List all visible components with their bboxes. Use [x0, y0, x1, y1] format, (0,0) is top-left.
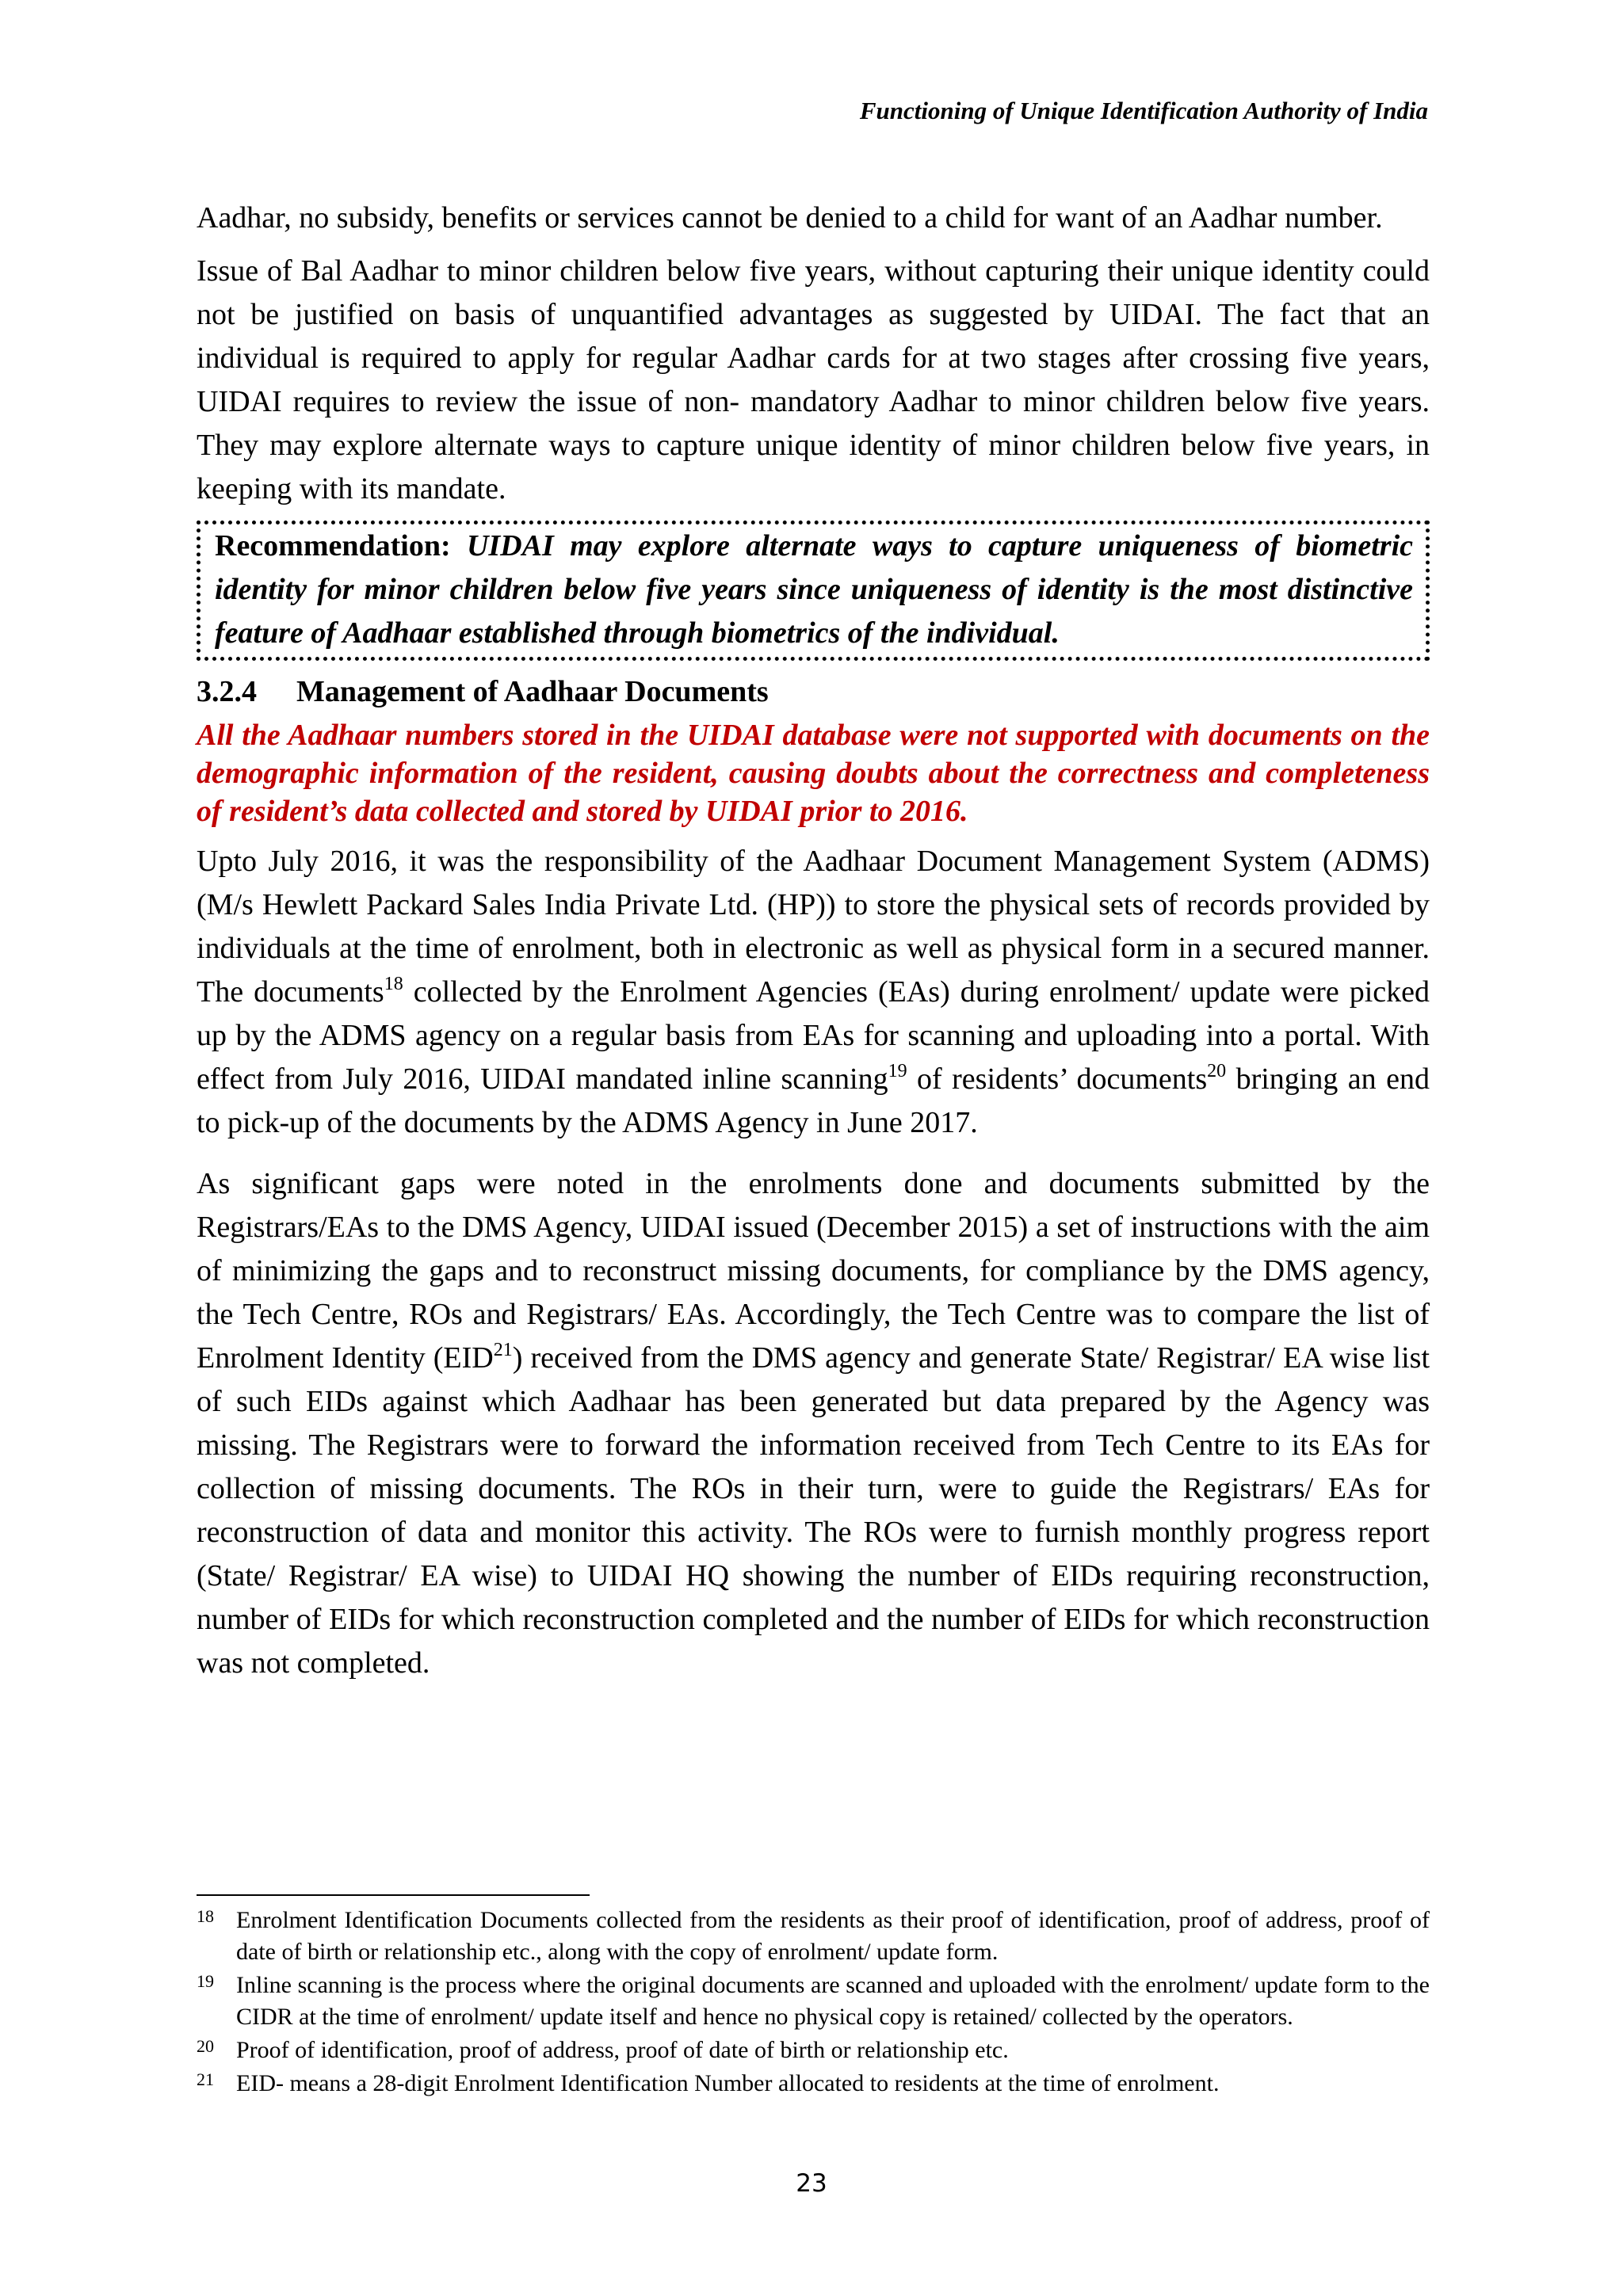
section-title: Management of Aadhaar Documents	[296, 675, 769, 708]
footnote-text: Proof of identification, proof of address, proof of date of birth or relationship etc.	[236, 2037, 1009, 2063]
paragraph-3-text-b: collected by the Enrolment Agencies (EAs) during enrolment/ update were picked up by the ADMS agency on a regular basis from EAs for scanning and uploading into a portal. With effect from July 2016, UIDAI mandated inline scanning	[197, 975, 1430, 1096]
recommendation-label: Recommendation:	[215, 529, 451, 563]
recommendation-text: UIDAI may explore alternate ways to capture uniqueness of biometric identity for minor children below five years since uniqueness of identity is the most distinctive feature of Aadhaar established through biometrics of the individual.	[215, 529, 1414, 650]
footnote-ref-19: 19	[888, 1061, 907, 1081]
paragraph-3-text-c: of residents’ documents	[907, 1062, 1208, 1096]
footnote-number: 20	[197, 2036, 214, 2056]
section-number: 3.2.4	[197, 675, 257, 708]
footnote-number: 18	[197, 1906, 214, 1926]
footnote-text: Inline scanning is the process where the original documents are scanned and uploaded with the enrolment/ update form to the CIDR at the time of enrolment/ update itself and hence no physical copy is retained/ collected by the operators.	[236, 1972, 1430, 2030]
paragraph-4-text-b: ) received from the DMS agency and generate State/ Registrar/ EA wise list of such EIDs against which Aadhaar has been generated but data prepared by the Agency was missing. The Registrars were to forward the information received from Tech Centre to its EAs for collection of missing documents. The ROs in their turn, were to guide the Registrars/ EAs for reconstruction of data and monitor this activity. The ROs were to furnish monthly progress report (State/ Registrar/ EA wise) to UIDAI HQ showing the number of EIDs requiring reconstruction, number of EIDs for which reconstruction completed and the number of EIDs for which reconstruction was not completed.	[197, 1341, 1430, 1680]
footnotes	[197, 1905, 1430, 2101]
recommendation-box	[197, 521, 1430, 661]
paragraph-3-text-d: bringing an end to pick-up of the documents by the ADMS Agency in June 2017.	[197, 1062, 1430, 1139]
page-number: 23	[796, 2169, 827, 2198]
footnote	[197, 2035, 1430, 2066]
footnote-separator	[197, 1894, 590, 1896]
section-heading	[197, 672, 1430, 711]
running-header: Functioning of Unique Identification Authority of India	[859, 97, 1428, 124]
paragraph-4-text-a: As significant gaps were noted in the enrolments done and documents submitted by the Registrars/EAs to the DMS Agency, UIDAI issued (December 2015) a set of instructions with the aim of minimizing the gaps and to reconstruct missing documents, for compliance by the DMS agency, the Tech Centre, ROs and Registrars/ EAs. Accordingly, the Tech Centre was to compare the list of Enrolment Identity (EID	[197, 1167, 1430, 1375]
main-content	[197, 196, 1430, 1685]
footnote-ref-20: 20	[1207, 1061, 1227, 1081]
footnote-number: 19	[197, 1971, 214, 1991]
footnote	[197, 2068, 1430, 2100]
footnote-ref-18: 18	[384, 974, 403, 994]
paragraph-1: Aadhar, no subsidy, benefits or services cannot be denied to a child for want of an Aadhar number.	[197, 201, 1383, 235]
paragraph-2: Issue of Bal Aadhar to minor children below five years, without capturing their unique identity could not be justified on basis of unquantified advantages as suggested by UIDAI. The fact that an individual is required to apply for regular Aadhar cards for at two stages after crossing five years, UIDAI requires to review the issue of non- mandatory Aadhar to minor children below five years. They may explore alternate ways to capture unique identity of minor children below five years, in keeping with its mandate.	[197, 254, 1430, 505]
audit-finding: All the Aadhaar numbers stored in the UIDAI database were not supported with documents on the demographic information of the resident, causing doubts about the correctness and completeness of resident’s data collected and stored by UIDAI prior to 2016.	[197, 719, 1430, 828]
footnote-number: 21	[197, 2069, 214, 2089]
paragraph-3	[197, 840, 1430, 1145]
footnote-text: EID- means a 28-digit Enrolment Identification Number allocated to residents at the time of enrolment.	[236, 2070, 1220, 2096]
footnote	[197, 1970, 1430, 2033]
footnote-ref-21: 21	[493, 1340, 513, 1360]
paragraph-3-text-a: Upto July 2016, it was the responsibility of the Aadhaar Document Management System (ADMS) (M/s Hewlett Packard Sales India Private Ltd. (HP)) to store the physical sets of records provided by individuals at the time of enrolment, both in electronic as well as physical form in a secured manner. The documents	[197, 845, 1430, 1009]
footnote	[197, 1905, 1430, 1968]
footnote-text: Enrolment Identification Documents collected from the residents as their proof of identification, proof of address, proof of date of birth or relationship etc., along with the copy of enrolment/ update form.	[236, 1907, 1430, 1965]
paragraph-4	[197, 1162, 1430, 1685]
